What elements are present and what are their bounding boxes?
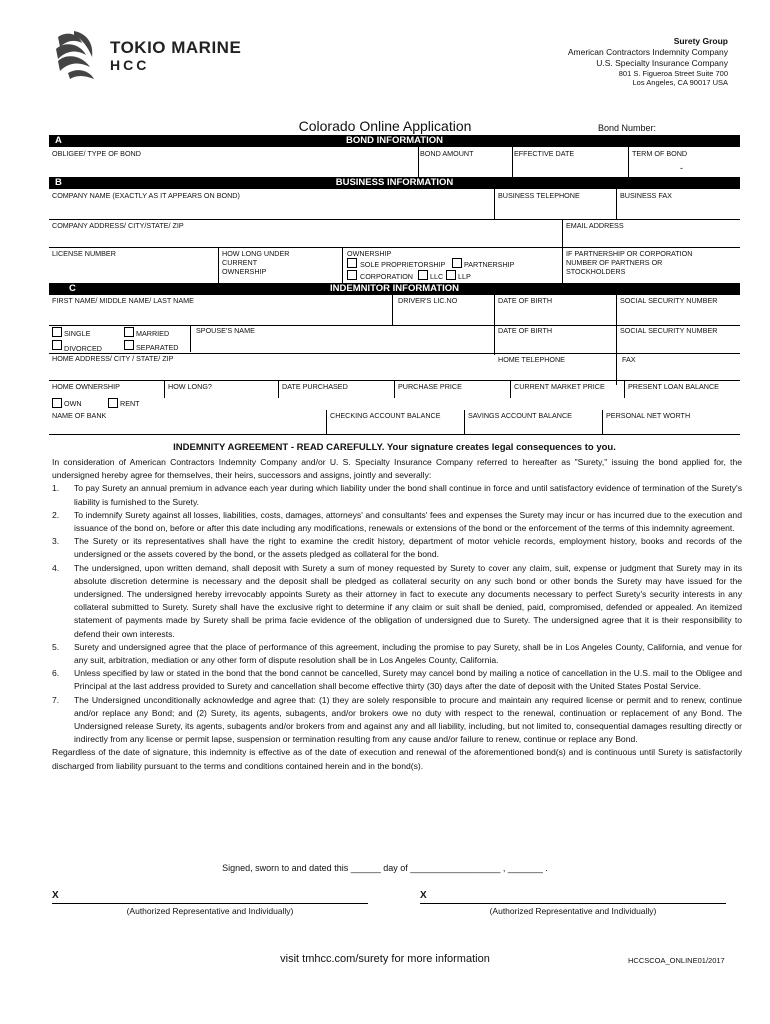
net-worth-field[interactable]: PERSONAL NET WORTH: [606, 411, 691, 420]
term-dash: -: [680, 163, 683, 173]
agreement-item: [52, 694, 742, 747]
agreement-heading: INDEMNITY AGREEMENT - READ CAREFULLY. Your signature creates legal consequences to you.: [173, 442, 616, 453]
divorced-checkbox[interactable]: [52, 340, 62, 350]
savings-balance-field[interactable]: SAVINGS ACCOUNT BALANCE: [468, 411, 572, 420]
ownership-label: OWNERSHIP: [347, 249, 392, 258]
footer-link[interactable]: visit tmhcc.com/surety for more information: [280, 953, 490, 965]
divorced-label: DIVORCED: [64, 344, 102, 353]
spouse-ssn-field[interactable]: SOCIAL SECURITY NUMBER: [620, 326, 718, 335]
married-label: MARRIED: [136, 329, 170, 338]
agreement-item: [52, 667, 742, 693]
how-long-label-1: HOW LONG UNDER: [222, 249, 290, 258]
how-long-label-2: CURRENT: [222, 258, 258, 267]
section-b-header: [49, 177, 740, 189]
llc-checkbox[interactable]: [418, 270, 428, 280]
sole-proprietorship-label: SOLE PROPRIETORSHIP: [360, 260, 446, 269]
corporation-checkbox[interactable]: [347, 270, 357, 280]
item-text: To indemnify Surety against all losses, liabilities, costs, damages, attorneys' and consultants' fees and expenses the Surety may incur or has incurred due to the execution and issuance of the bond on, before or after this date including any modifications, renewals or extensions of the bond or the enforcement of the terms of this indemnity agreement.: [74, 509, 742, 534]
llp-checkbox[interactable]: [446, 270, 456, 280]
section-letter: B: [55, 177, 62, 188]
bond-number-label: Bond Number:: [598, 123, 657, 133]
company-address-field[interactable]: COMPANY ADDRESS/ CITY/STATE/ ZIP: [52, 221, 184, 230]
section-title: BUSINESS INFORMATION: [335, 177, 454, 188]
partnership-checkbox[interactable]: [452, 258, 462, 268]
page-title: Colorado Online Application: [298, 118, 472, 134]
header-group: Surety Group: [673, 36, 728, 46]
corporation-label: CORPORATION: [360, 272, 413, 281]
section-letter: C: [69, 283, 76, 294]
spouse-name-field[interactable]: SPOUSE'S NAME: [196, 326, 255, 335]
sole-proprietorship-checkbox[interactable]: [347, 258, 357, 268]
partners-label-2: NUMBER OF PARTNERS OR: [566, 258, 663, 267]
signed-dated-line[interactable]: Signed, sworn to and dated this ______ day of __________________ , _______ .: [222, 863, 548, 873]
header-address2: Los Angeles, CA 90017 USA: [632, 78, 728, 87]
agreement-closing: Regardless of the date of signature, this indemnity is effective as of the date of execution and renewal of the aforementioned bond(s) and is continuous until Surety is satisfactorily discharged from liability pursuant to the terms and conditions contained herein and in the bond(s).: [52, 747, 742, 771]
item-number: 1.: [52, 483, 60, 494]
married-checkbox[interactable]: [124, 327, 134, 337]
signature-line-left[interactable]: [52, 903, 368, 904]
agreement-item: [52, 535, 742, 561]
section-title: BOND INFORMATION: [346, 135, 443, 146]
home-address-field[interactable]: HOME ADDRESS/ CITY / STATE/ ZIP: [52, 354, 174, 363]
signature-x-right: X: [420, 890, 427, 901]
license-number-field[interactable]: LICENSE NUMBER: [52, 249, 116, 258]
item-number: 4.: [52, 562, 60, 573]
header-company1: American Contractors Indemnity Company: [567, 47, 728, 57]
home-ownership-label: HOME OWNERSHIP: [52, 382, 120, 391]
agreement-intro: In consideration of American Contractors Indemnity Company and/or U. S. Specialty Insurance Company referred to hereafter as "Surety," issuing the bond applied for, the undersigned hereby agree for themselves, their heirs, successors and assigns, jointly and severally:: [52, 457, 742, 481]
own-label: OWN: [64, 399, 82, 408]
drivers-license-field[interactable]: DRIVER'S LIC.NO: [398, 296, 458, 305]
signature-label-right: (Authorized Representative and Individually): [489, 906, 657, 916]
signature-line-right[interactable]: [420, 903, 726, 904]
date-of-birth-field[interactable]: DATE OF BIRTH: [498, 296, 553, 305]
single-label: SINGLE: [64, 329, 91, 338]
separated-label: SEPARATED: [136, 343, 179, 352]
bank-name-field[interactable]: NAME OF BANK: [52, 411, 107, 420]
llp-label: LLP: [458, 272, 471, 281]
home-telephone-field[interactable]: HOME TELEPHONE: [498, 355, 565, 364]
rent-checkbox[interactable]: [108, 398, 118, 408]
partners-label-3: STOCKHOLDERS: [566, 267, 626, 276]
header-address1: 801 S. Figueroa Street Suite 700: [618, 69, 728, 78]
section-c-header: [49, 283, 740, 295]
spouse-dob-field[interactable]: DATE OF BIRTH: [498, 326, 553, 335]
business-fax-field[interactable]: BUSINESS FAX: [620, 191, 672, 200]
own-checkbox[interactable]: [52, 398, 62, 408]
company-name-field[interactable]: COMPANY NAME (EXACTLY AS IT APPEARS ON BOND): [52, 191, 240, 200]
how-long-label-3: OWNERSHIP: [222, 267, 267, 276]
section-a-header: [49, 135, 740, 147]
item-text: The undersigned, upon written demand, shall deposit with Surety a sum of money requested by Surety to cover any claim, suit, expense or judgment that Surety may in its absolute discretion determine is necessary and the deposit shall be pledged as collateral security on any such bond or other bonds the Surety may have issued for the undersigned. The undersigned hereby irrevocably appoints Surety as their attorney in fact to execute any documents necessary to perfect Surety's security interests in any collateral submitted to Surety. Surety shall have the exclusive right to determine if any claim or suit shall be denied, paid, compromised, defended or appealed. An itemized statement of payments made by Surety shall be prima facie evidence of the obligation of undersigned due to Surety. The undersigned agree that it is their responsibility to defend their own interests.: [74, 562, 742, 639]
single-checkbox[interactable]: [52, 327, 62, 337]
business-telephone-field[interactable]: BUSINESS TELEPHONE: [498, 191, 580, 200]
section-letter: A: [55, 135, 62, 146]
agreement-item: [52, 562, 742, 641]
section-title: INDEMNITOR INFORMATION: [330, 283, 459, 294]
indemnitor-name-field[interactable]: FIRST NAME/ MIDDLE NAME/ LAST NAME: [52, 296, 194, 305]
item-text: Surety and undersigned agree that the place of performance of this agreement, including the promise to pay Surety, shall be in Los Angeles County, California, and venue for any suit, arbitration, mediation or any other form of dispute resolution shall be in Los Angeles County, California.: [74, 641, 742, 666]
purchase-price-field[interactable]: PURCHASE PRICE: [398, 382, 462, 391]
item-number: 5.: [52, 641, 60, 652]
partnership-label: PARTNERSHIP: [464, 260, 515, 269]
home-fax-field[interactable]: FAX: [622, 355, 636, 364]
separated-checkbox[interactable]: [124, 340, 134, 350]
form-code: HCCSCOA_ONLINE01/2017: [628, 956, 725, 965]
bond-amount-field[interactable]: BOND AMOUNT: [420, 149, 474, 158]
item-number: 6.: [52, 668, 60, 679]
obligee-field[interactable]: OBLIGEE/ TYPE OF BOND: [52, 149, 141, 158]
item-number: 7.: [52, 694, 60, 705]
agreement-item: [52, 509, 742, 535]
item-text: To pay Surety an annual premium in advance each year during which liability under the bond shall continue in force and until satisfactory evidence of termination of the Surety's liability is furnished to the Surety.: [74, 483, 742, 507]
rent-label: RENT: [120, 399, 140, 408]
signature-x-left: X: [52, 890, 59, 901]
loan-balance-field[interactable]: PRESENT LOAN BALANCE: [628, 382, 719, 391]
signature-label-left: (Authorized Representative and Individually): [126, 906, 294, 916]
item-text: The Undersigned unconditionally acknowledge and agree that: (1) they are solely responsible to procure and maintain any required license or permit and to renew, continue and/or replace any Bond; and (2) Surety, its agents, subagents, and/or brokers owe no duty with respect to the renewal, continuation or replacement of any Bond. The Undersigned release Surety, its agents, subagents and/or brokers from and against any and all liability, including, but not limited to, consequential damages resulting directly or indirectly from any license or permit lapse, suspension or termination resulting from any cause and/or failure to renew, continue or replace any Bond.: [74, 694, 742, 745]
ssn-field[interactable]: SOCIAL SECURITY NUMBER: [620, 296, 718, 305]
item-text: The Surety or its representatives shall have the right to examine the credit history, department of motor vehicle records, employment history, books and records of the undersigned or the assets covered by the bond, or the assets pledged as collateral for the bond.: [74, 536, 742, 560]
brand-subname: HCC: [110, 57, 150, 73]
agreement-item: [52, 482, 742, 508]
how-long-field[interactable]: HOW LONG?: [168, 382, 212, 391]
email-address-field[interactable]: EMAIL ADDRESS: [566, 221, 624, 230]
header-company2: U.S. Specialty Insurance Company: [596, 58, 728, 68]
agreement-body: [52, 456, 742, 773]
llc-label: LLC: [430, 272, 444, 281]
item-number: 2.: [52, 509, 60, 520]
market-price-field[interactable]: CURRENT MARKET PRICE: [514, 382, 605, 391]
checking-balance-field[interactable]: CHECKING ACCOUNT BALANCE: [330, 411, 441, 420]
item-number: 3.: [52, 536, 60, 547]
brand-name: TOKIO MARINE: [110, 38, 242, 57]
tokio-marine-logo-icon: [52, 27, 102, 81]
item-text: Unless specified by law or stated in the bond that the bond cannot be cancelled, Surety may cancel bond by mailing a notice of cancellation in the U.S. mail to the Obligee and Principal at the last address provided to Surety and cancellation shall become effective thirty (30) days after the date of deposit with the United States Postal Service.: [74, 668, 742, 692]
date-purchased-field[interactable]: DATE PURCHASED: [282, 382, 348, 391]
partners-label-1: IF PARTNERSHIP OR CORPORATION: [566, 249, 693, 258]
agreement-item: [52, 641, 742, 667]
effective-date-field[interactable]: EFFECTIVE DATE: [514, 149, 575, 158]
term-of-bond-field[interactable]: TERM OF BOND: [632, 149, 688, 158]
